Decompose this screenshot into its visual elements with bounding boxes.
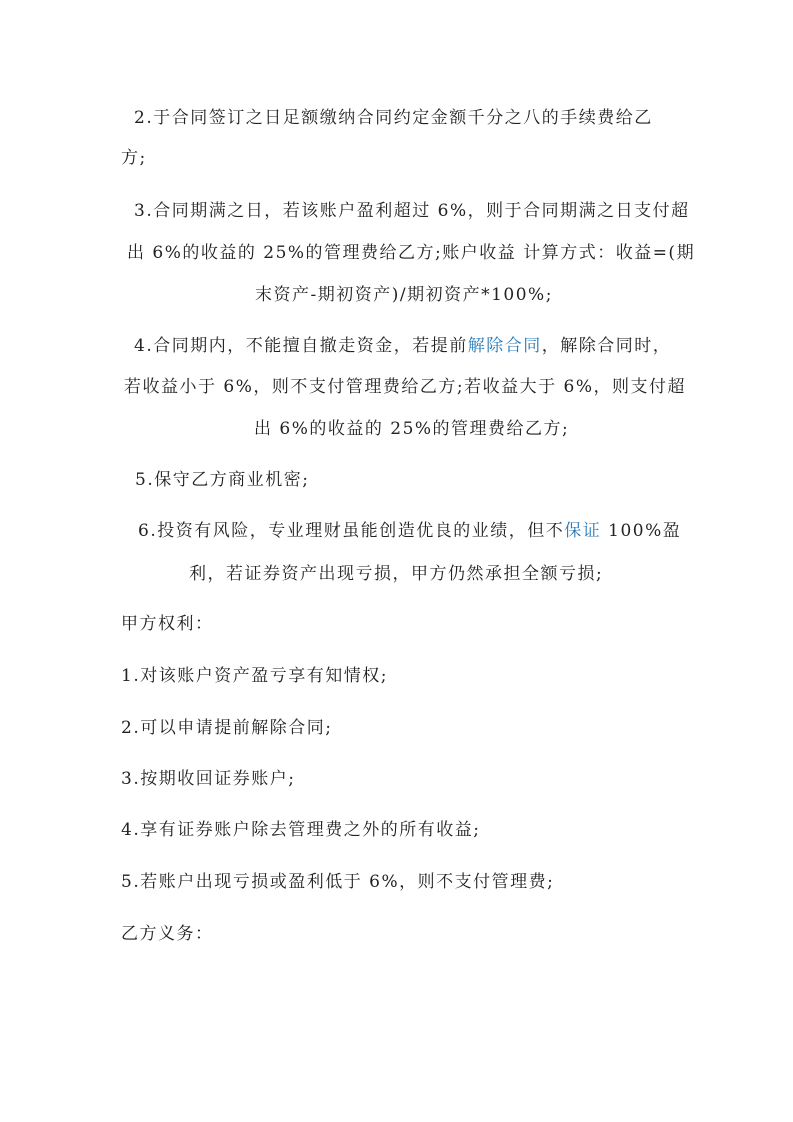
item-3-line-1: 3.合同期满之日，若该账户盈利超过 6%，则于合同期满之日支付超 <box>134 201 690 221</box>
item-6-line-1 <box>138 519 681 543</box>
item-4-text-pre: 4.合同期内，不能擅自撤走资金，若提前 <box>134 336 468 356</box>
item-2-line-1: 2.于合同签订之日足额缴纳合同约定金额千分之八的手续费给乙 <box>134 108 653 128</box>
rights-a-item-1: 1.对该账户资产盈亏享有知情权; <box>121 666 388 686</box>
rights-a-item-4: 4.享有证券账户除去管理费之外的所有收益; <box>121 820 481 840</box>
rights-a-item-5: 5.若账户出现亏损或盈利低于 6%，则不支付管理费; <box>121 872 555 892</box>
item-3-line-3: 末资产-期初资产)/期初资产*100%; <box>255 285 553 305</box>
terminate-contract-link[interactable]: 解除合同 <box>467 336 542 356</box>
item-2-line-2: 方; <box>121 148 147 168</box>
obligations-b-heading: 乙方义务： <box>121 924 214 944</box>
rights-a-item-2: 2.可以申请提前解除合同; <box>121 718 333 738</box>
item-6-text-post: 100%盈 <box>601 521 682 541</box>
rights-a-item-3: 3.按期收回证券账户; <box>121 769 296 789</box>
item-6-text-pre: 6.投资有风险，专业理财虽能创造优良的业绩，但不 <box>138 521 565 541</box>
item-3-line-2: 出 6%的收益的 25%的管理费给乙方;账户收益 计算方式：收益=(期 <box>127 243 696 263</box>
item-4-line-3: 出 6%的收益的 25%的管理费给乙方; <box>254 419 570 439</box>
item-5: 5.保守乙方商业机密; <box>135 470 310 490</box>
rights-a-heading: 甲方权利： <box>121 614 214 634</box>
item-4-text-post: ，解除合同时， <box>541 336 672 356</box>
guarantee-link[interactable]: 保证 <box>564 521 602 541</box>
item-6-line-2: 利，若证券资产出现亏损，甲方仍然承担全额亏损; <box>189 564 604 584</box>
item-4-line-2: 若收益小于 6%，则不支付管理费给乙方;若收益大于 6%，则支付超 <box>124 377 686 397</box>
item-4-line-1 <box>134 334 671 358</box>
